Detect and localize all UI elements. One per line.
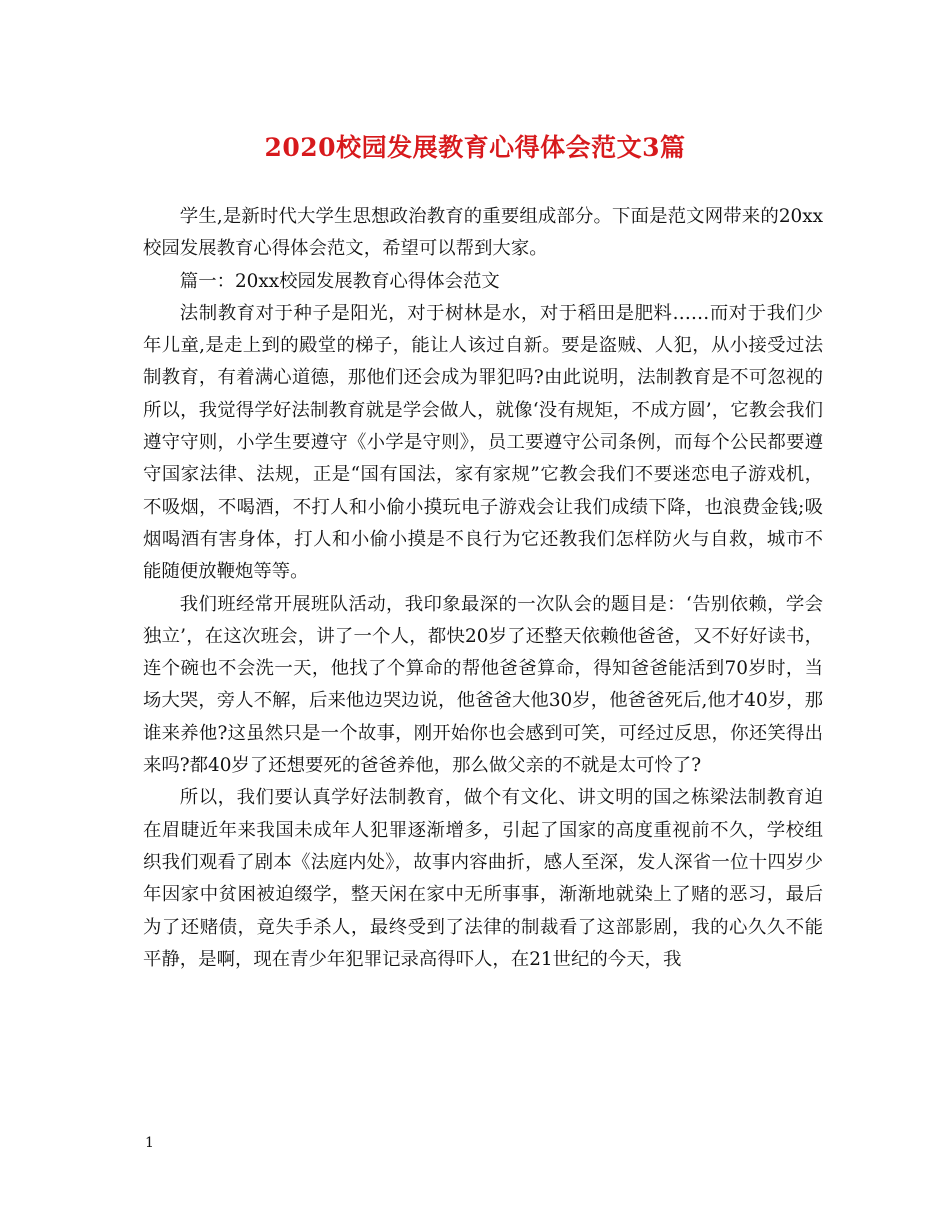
paragraph-intro: 学生,是新时代大学生思想政治教育的重要组成部分。下面是范文网带来的20xx校园发展教育心得体会范文，希望可以帮到大家。: [143, 206, 823, 260]
page-number: 1: [145, 1135, 154, 1151]
paragraph-section-heading: 篇一：20xx校园发展教育心得体会范文: [179, 270, 500, 292]
document-title: 2020校园发展教育心得体会范文3篇: [264, 133, 686, 162]
paragraph-conclusion: 所以，我们要认真学好法制教育，做个有文化、讲文明的国之栋梁法制教育迫在眉睫近年来我国未成年人犯罪逐渐增多，引起了国家的高度重视前不久，学校组织我们观看了剧本《法庭内处》，故事内容曲折，感人至深，发人深省一位十四岁少年因家中贫困被迫缀学，整天闲在家中无所事事，渐渐地就染上了赌的恶习，最后为了还赌债，竟失手杀人，最终受到了法律的制裁看了这部影剧，我的心久久不能平静，是啊，现在青少年犯罪记录高得吓人，在21世纪的今天，我: [143, 787, 823, 970]
paragraph-class-meeting: 我们班经常开展班队活动，我印象最深的一次队会的题目是：‘告别依赖，学会独立’，在这次班会，讲了一个人，都快20岁了还整天依赖他爸爸，又不好好读书，连个碗也不会洗一天，他找了个算命的帮他爸爸算命，得知爸爸能活到70岁时，当场大哭，旁人不解，后来他边哭边说，他爸爸大他30岁，他爸爸死后,他才40岁，那谁来养他?这虽然只是一个故事，刚开始你也会感到可笑，可经过反思，你还笑得出来吗?都40岁了还想要死的爸爸养他，那么做父亲的不就是太可怜了?: [143, 593, 823, 777]
document-body: [143, 201, 823, 976]
paragraph-legal-education: 法制教育对于种子是阳光，对于树林是水，对于稻田是肥料……而对于我们少年儿童,是走上到的殿堂的梯子，能让人该过自新。要是盗贼、人犯，从小接受过法制教育，有着满心道德，那他们还会成为罪犯吗?由此说明，法制教育是不可忽视的所以，我觉得学好法制教育就是学会做人，就像‘没有规矩，不成方圆’，它教会我们遵守守则，小学生要遵守《小学是守则》，员工要遵守公司条例，而每个公民都要遵守国家法律、法规，正是“国有国法，家有家规”它教会我们不要迷恋电子游戏机，不吸烟，不喝酒，不打人和小偷小摸玩电子游戏会让我们成绩下降，也浪费金钱;吸烟喝酒有害身体，打人和小偷小摸是不良行为它还教我们怎样防火与自救，城市不能随便放鞭炮等等。: [143, 302, 823, 583]
